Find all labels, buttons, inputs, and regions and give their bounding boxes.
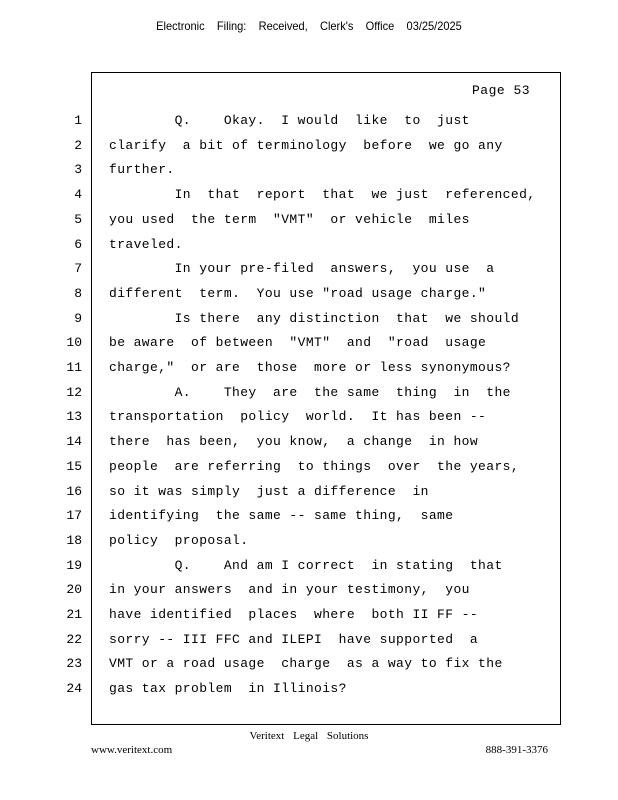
line-text: people are referring to things over the years,	[109, 458, 520, 474]
line-number: 18	[66, 532, 82, 548]
line-number: 16	[66, 483, 82, 499]
line-text: In your pre-filed answers, you use a	[109, 261, 495, 277]
line-text: Is there any distinction that we should	[109, 310, 520, 326]
line-number: 20	[66, 582, 82, 598]
line-text: there has been, you know, a change in how	[109, 434, 479, 450]
line-text: charge," or are those more or less synonymous?	[109, 360, 511, 375]
line-number: 17	[66, 508, 82, 524]
line-text: so it was simply just a difference in	[109, 483, 429, 499]
line-number: 3	[74, 162, 82, 178]
line-text: have identified places where both II FF --	[109, 607, 479, 622]
line-text: gas tax problem in Illinois?	[109, 681, 347, 697]
line-number: 15	[66, 458, 82, 474]
line-number: 6	[74, 236, 82, 252]
line-number: 12	[66, 384, 82, 400]
line-number: 2	[74, 137, 82, 153]
line-text: policy proposal.	[109, 532, 249, 548]
line-number: 22	[66, 631, 82, 647]
line-text: further.	[109, 162, 175, 178]
line-text: be aware of between "VMT" and "road usage	[109, 335, 487, 351]
line-text: identifying the same -- same thing, same	[109, 508, 454, 524]
line-text: transportation policy world. It has been --	[109, 409, 487, 425]
line-number: 5	[74, 211, 82, 227]
line-number: 21	[66, 607, 82, 622]
line-text: In that report that we just referenced,	[109, 187, 536, 203]
line-number: 13	[66, 409, 82, 425]
line-text: Q. Okay. I would like to just	[109, 113, 470, 128]
line-text: VMT or a road usage charge as a way to fix the	[109, 656, 503, 672]
line-text: you used the term "VMT" or vehicle miles	[109, 211, 470, 227]
line-number: 9	[74, 310, 82, 326]
footer-website: www.veritext.com	[91, 744, 173, 756]
line-number: 23	[66, 656, 82, 672]
page-number: Page 53	[472, 83, 531, 98]
line-text: in your answers and in your testimony, you	[109, 582, 470, 598]
filing-stamp: Electronic Filing: Received, Clerk's Office 03/25/2025	[156, 19, 462, 33]
line-number: 1	[74, 113, 82, 128]
line-text: clarify a bit of terminology before we go any	[109, 137, 503, 153]
line-number: 4	[74, 187, 82, 203]
line-number: 10	[66, 335, 82, 351]
line-number: 14	[66, 434, 82, 450]
line-text: Q. And am I correct in stating that	[109, 557, 503, 573]
line-text: different term. You use "road usage charge."	[109, 285, 487, 301]
line-number: 19	[66, 557, 82, 573]
footer-company: Veritext Legal Solutions	[249, 730, 369, 742]
line-number: 24	[66, 681, 82, 697]
line-text: traveled.	[109, 236, 183, 252]
line-text: sorry -- III FFC and ILEPI have supported a	[109, 631, 479, 647]
line-number: 7	[74, 261, 82, 277]
line-number: 8	[74, 285, 82, 301]
footer-phone: 888-391-3376	[485, 744, 548, 756]
line-number: 11	[66, 360, 82, 375]
line-text: A. They are the same thing in the	[109, 384, 511, 400]
